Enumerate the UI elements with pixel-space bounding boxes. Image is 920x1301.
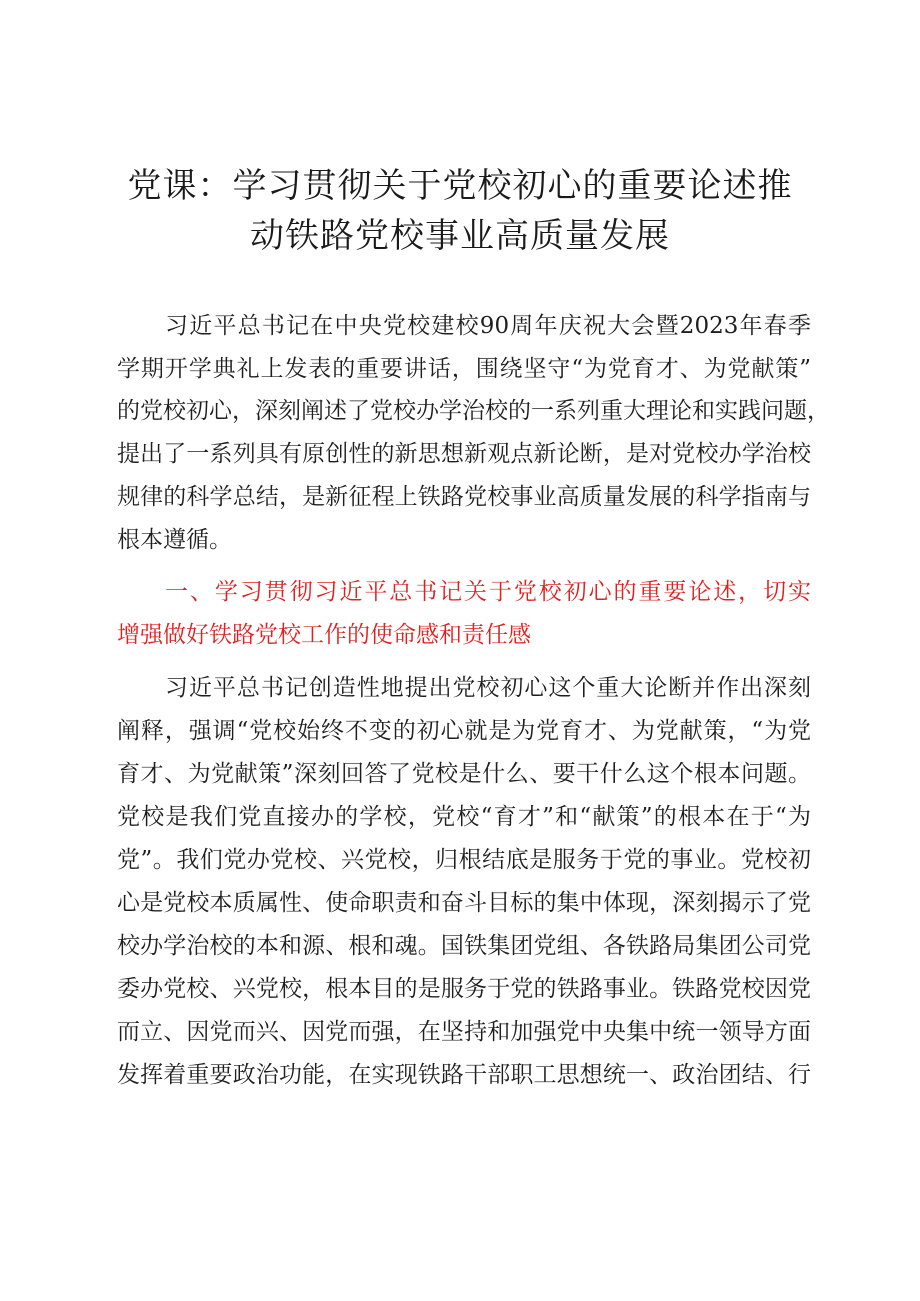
paragraph-line: 规律的科学总结，是新征程上铁路党校事业高质量发展的科学指南与: [117, 484, 811, 510]
paragraph-line: 习近平总书记创造性地提出党校初心这个重大论断并作出深刻: [165, 675, 811, 701]
document-title-line-1: 党课：学习贯彻关于党校初心的重要论述推: [127, 166, 793, 206]
paragraph-line: 育才、为党献策”深刻回答了党校是什么、要干什么这个根本问题。: [117, 761, 811, 787]
paragraph-line: 发挥着重要政治功能，在实现铁路干部职工思想统一、政治团结、行: [117, 1062, 811, 1088]
paragraph-line: 根本遵循。: [117, 527, 232, 553]
paragraph-line: 心是党校本质属性、使命职责和奋斗目标的集中体现，深刻揭示了党: [117, 890, 811, 916]
paragraph-line: 委办党校、兴党校，根本目的是服务于党的铁路事业。铁路党校因党: [117, 976, 811, 1002]
paragraph-line: 党”。我们党办党校、兴党校，归根结底是服务于党的事业。党校初: [117, 847, 811, 873]
paragraph-line: 习近平总书记在中央党校建校90周年庆祝大会暨2023年春季: [165, 313, 811, 339]
paragraph-line: 阐释，强调“党校始终不变的初心就是为党育才、为党献策，“为党: [117, 718, 811, 744]
paragraph-line: 而立、因党而兴、因党而强，在坚持和加强党中央集中统一领导方面: [117, 1019, 811, 1045]
section-heading-line: 增强做好铁路党校工作的使命感和责任感: [117, 622, 531, 648]
paragraph-line: 党校是我们党直接办的学校，党校“育才”和“献策”的根本在于“为: [117, 804, 811, 830]
paragraph-line: 的党校初心，深刻阐述了党校办学治校的一系列重大理论和实践问题，: [117, 398, 830, 424]
paragraph-line: 校办学治校的本和源、根和魂。国铁集团党组、各铁路局集团公司党: [117, 933, 811, 959]
document-title-line-2: 动铁路党校事业高质量发展: [250, 216, 670, 256]
paragraph-line: 学期开学典礼上发表的重要讲话，围绕坚守“为党育才、为党献策”: [117, 356, 811, 382]
section-heading-line: 一、学习贯彻习近平总书记关于党校初心的重要论述，切实: [165, 579, 811, 605]
paragraph-line: 提出了一系列具有原创性的新思想新观点新论断，是对党校办学治校: [117, 441, 811, 467]
